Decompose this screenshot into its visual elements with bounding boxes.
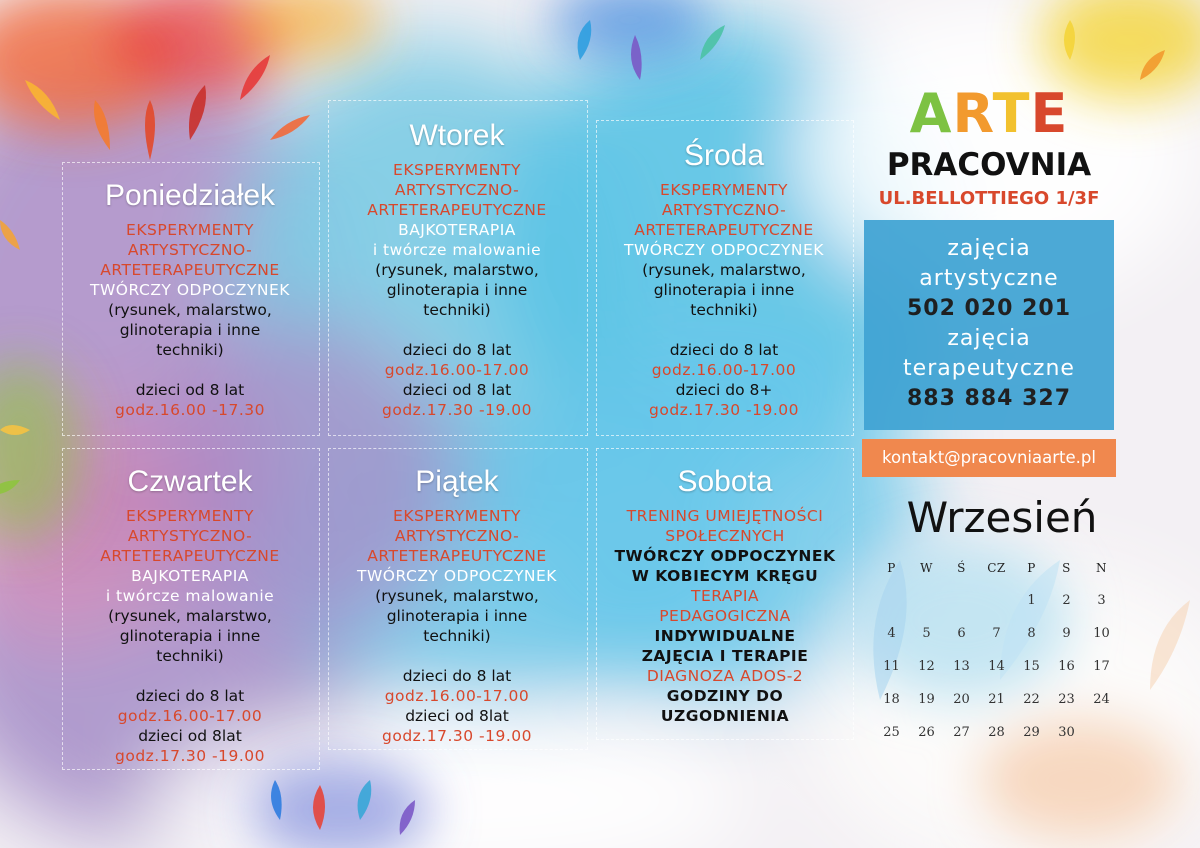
schedule-line: W KOBIECYM KRĘGU [631,567,819,585]
schedule-line: (rysunek, malarstwo, [375,261,539,279]
contact-label: terapeutyczne [903,356,1075,381]
schedule-line: godz.17.30 -19.00 [115,747,265,765]
calendar-day [944,591,979,624]
calendar-day: 13 [953,659,970,674]
calendar-day: 5 [922,626,931,641]
schedule-line: UZGODNIENIA [660,707,790,725]
weekday-label: Ś [957,561,966,575]
brand-logo [862,82,1116,212]
calendar-day: 12 [918,659,935,674]
email-link[interactable]: kontakt@pracovniaarte.pl [862,439,1116,477]
calendar-day: 1 [1027,593,1036,608]
logo-arte [862,82,1116,146]
day-title: Wtorek [409,119,505,152]
logo-letter: T [992,82,1031,145]
schedule-line: glinoterapia i inne [386,607,528,625]
weekday-label: N [1096,561,1107,575]
line-spacer [332,646,582,666]
schedule-line: glinoterapia i inne [119,321,261,339]
calendar-day: 14 [988,659,1005,674]
schedule-line: dzieci od 8lat [405,707,509,725]
calendar-week-row [874,690,1120,723]
calendar-day: 24 [1093,692,1110,707]
schedule-line: INDYWIDUALNE [654,627,796,645]
schedule-line: ARTETERAPEUTYCZNE [634,221,814,239]
calendar-day: 16 [1058,659,1075,674]
schedule-line: techniki) [690,301,758,319]
schedule-line: GODZINY DO [666,687,784,705]
calendar-day: 20 [953,692,970,707]
schedule-line: dzieci do 8 lat [402,341,512,359]
line-spacer [66,666,314,686]
schedule-line: glinoterapia i inne [653,281,795,299]
schedule-line: dzieci od 8lat [138,727,242,745]
calendar-day: 7 [992,626,1001,641]
calendar-month: Wrzesień [906,493,1098,542]
schedule-line: (rysunek, malarstwo, [108,607,272,625]
schedule-line: godz.17.30 -19.00 [649,401,799,419]
weekday-label: P [1027,561,1036,575]
phone-number[interactable]: 502 020 201 [906,296,1072,321]
calendar-day: 11 [883,659,900,674]
contact-label: artystyczne [919,266,1059,291]
day-title: Środa [683,139,765,172]
calendar-week-row [874,591,1120,624]
day-lines [600,180,848,420]
schedule-line: godz.17.30 -19.00 [382,401,532,419]
calendar-day: 28 [988,725,1005,740]
schedule-line: i twórcze malowanie [372,241,542,259]
calendar-day [909,591,944,624]
schedule-line: dzieci do 8 lat [669,341,779,359]
calendar-day: 18 [883,692,900,707]
line-spacer [66,360,314,380]
calendar-day: 29 [1023,725,1040,740]
line-spacer [332,320,582,340]
schedule-line: glinoterapia i inne [386,281,528,299]
calendar-day: 4 [887,626,896,641]
day-lines [332,160,582,420]
calendar-day: 26 [918,725,935,740]
schedule-line: techniki) [423,301,491,319]
schedule-line: dzieci do 8+ [675,381,773,399]
day-saturday [600,464,850,726]
schedule-line: ARTYSTYCZNO- [394,181,520,199]
day-lines [600,506,850,726]
line-spacer [600,320,848,340]
schedule-line: TWÓRCZY ODPOCZYNEK [90,281,290,299]
schedule-line: ARTYSTYCZNO- [661,201,787,219]
day-lines [332,506,582,746]
calendar-day: 27 [953,725,970,740]
schedule-line: dzieci do 8 lat [402,667,512,685]
calendar-day: 17 [1093,659,1110,674]
contact-label: zajęcia [947,236,1031,261]
day-title: Sobota [677,465,773,498]
calendar-header-row [874,558,1120,591]
phone-number[interactable]: 883 884 327 [906,386,1072,411]
calendar-day [1084,723,1119,756]
schedule-line: ARTETERAPEUTYCZNE [100,261,280,279]
contact-box [864,220,1114,430]
schedule-line: godz.16.00 -17.30 [115,401,265,419]
schedule-line: EKSPERYMENTY [393,507,521,525]
schedule-line: DIAGNOZA ADOS-2 [646,667,804,685]
schedule-line: i twórcze malowanie [105,587,275,605]
schedule-line: godz.16.00-17.00 [384,687,530,705]
logo-name: PRACOVNIA [886,147,1092,183]
calendar-week-row [874,723,1120,756]
calendar-day: 19 [918,692,935,707]
calendar-day: 9 [1062,626,1071,641]
schedule-line: godz.17.30 -19.00 [382,727,532,745]
schedule-line: (rysunek, malarstwo, [108,301,272,319]
schedule-line: techniki) [156,647,224,665]
schedule-line: godz.16.00-17.00 [117,707,263,725]
calendar-day: 10 [1093,626,1110,641]
calendar-day: 25 [883,725,900,740]
schedule-line: godz.16.00-17.00 [384,361,530,379]
address: UL.BELLOTTIEGO 1/3F [878,188,1100,209]
contact-label: zajęcia [947,326,1031,351]
schedule-line: ARTETERAPEUTYCZNE [367,201,547,219]
weekday-label: W [920,561,933,575]
calendar-day: 15 [1023,659,1040,674]
calendar-week-row [874,624,1120,657]
logo-letter: A [909,82,953,145]
weekday-label: CZ [987,561,1006,575]
calendar-body [874,591,1120,756]
day-monday [66,178,314,420]
schedule-line: ARTYSTYCZNO- [394,527,520,545]
schedule-line: EKSPERYMENTY [393,161,521,179]
day-title: Czwartek [127,465,253,498]
schedule-line: ARTYSTYCZNO- [127,527,253,545]
schedule-line: EKSPERYMENTY [126,221,254,239]
calendar-day: 21 [988,692,1005,707]
schedule-line: techniki) [423,627,491,645]
schedule-line: TRENING UMIEJĘTNOŚCI [626,507,824,525]
schedule-line: dzieci od 8 lat [402,381,512,399]
calendar-day: 23 [1058,692,1075,707]
schedule-line: EKSPERYMENTY [126,507,254,525]
calendar-day: 8 [1027,626,1036,641]
calendar-day: 30 [1058,725,1075,740]
weekday-label: S [1062,561,1071,575]
schedule-line: dzieci od 8 lat [135,381,245,399]
schedule-line: dzieci do 8 lat [135,687,245,705]
schedule-line: BAJKOTERAPIA [398,221,516,239]
weekday-label: P [887,561,896,575]
schedule-line: SPOŁECZNYCH [665,527,785,545]
schedule-line: glinoterapia i inne [119,627,261,645]
schedule-line: ARTETERAPEUTYCZNE [100,547,280,565]
schedule-line: ZAJĘCIA I TERAPIE [641,647,809,665]
schedule-line: EKSPERYMENTY [660,181,788,199]
calendar-day: 3 [1097,593,1106,608]
calendar-day [874,591,909,624]
schedule-line: TWÓRCZY ODPOCZYNEK [624,241,824,259]
schedule-line: ARTYSTYCZNO- [127,241,253,259]
day-title: Piątek [415,465,499,498]
schedule-line: techniki) [156,341,224,359]
day-lines [66,220,314,420]
day-tuesday [332,118,582,420]
schedule-line: (rysunek, malarstwo, [642,261,806,279]
calendar-week-row [874,657,1120,690]
schedule-line: TWÓRCZY ODPOCZYNEK [614,547,836,565]
calendar-day [979,591,1014,624]
schedule-line: TWÓRCZY ODPOCZYNEK [357,567,557,585]
schedule-line: PEDAGOGICZNA [659,607,791,625]
logo-letter: R [952,82,993,145]
calendar-grid [874,558,1120,756]
calendar-day: 6 [957,626,966,641]
day-title: Poniedziałek [104,179,276,212]
schedule-line: godz.16.00-17.00 [651,361,797,379]
day-thursday [66,464,314,766]
logo-letter: E [1030,82,1069,145]
schedule-line: (rysunek, malarstwo, [375,587,539,605]
schedule-line: TERAPIA [690,587,760,605]
day-wednesday [600,138,848,420]
calendar-day: 2 [1062,593,1071,608]
day-lines [66,506,314,766]
day-friday [332,464,582,746]
schedule-line: BAJKOTERAPIA [131,567,249,585]
calendar-day: 22 [1023,692,1040,707]
schedule-line: ARTETERAPEUTYCZNE [367,547,547,565]
